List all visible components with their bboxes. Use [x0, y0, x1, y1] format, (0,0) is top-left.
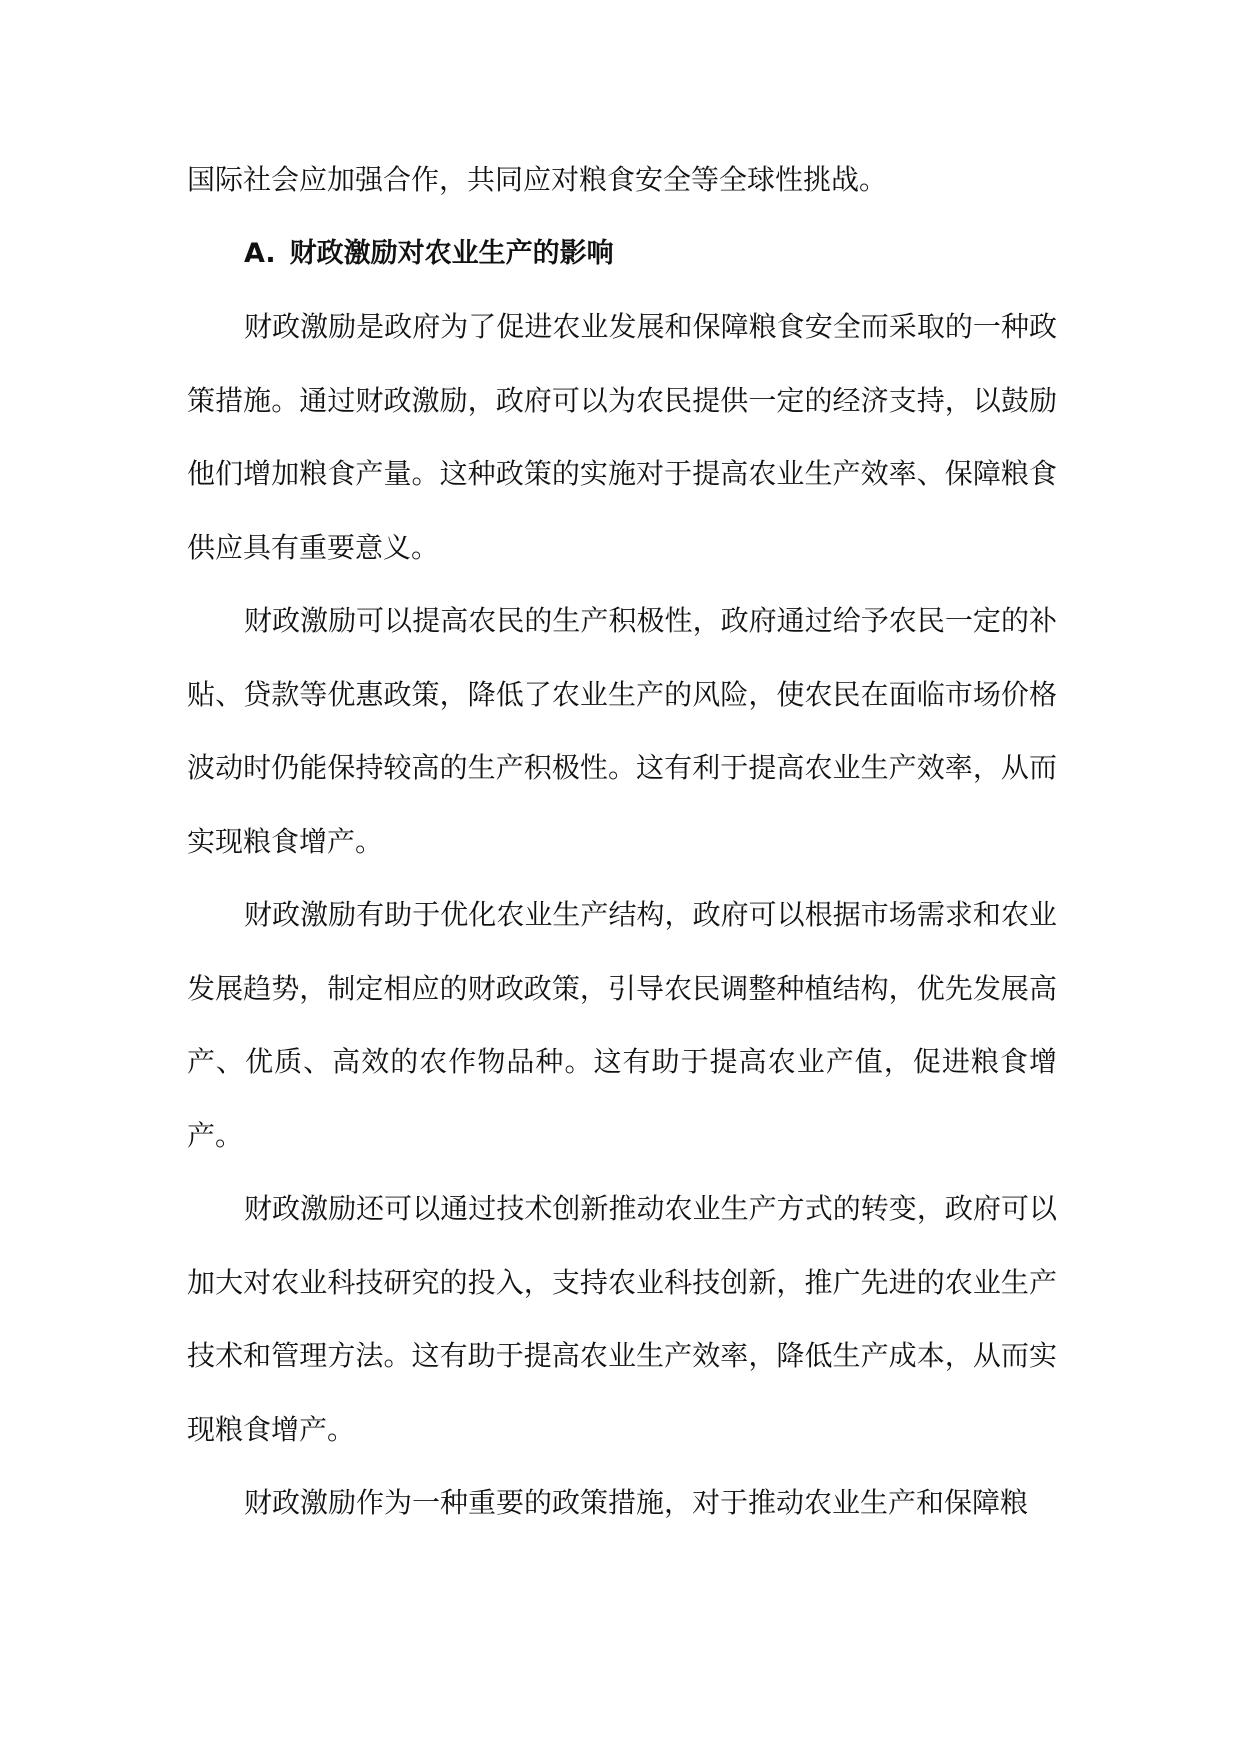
section-heading-title: 财政激励对农业生产的影响 [289, 237, 614, 269]
body-paragraph: 财政激励还可以通过技术创新推动农业生产方式的转变，政府可以加大对农业科技研究的投入，支持农业科技创新，推广先进的农业生产技术和管理方法。这有助于提高农业生产效率，降低生产成本，从而实现粮食增产。 [187, 1192, 1057, 1446]
continuation-paragraph: 国际社会应加强合作，共同应对粮食安全等全球性挑战。 [187, 163, 888, 196]
section-heading [187, 217, 1057, 291]
section-heading-number: A. [244, 237, 276, 269]
body-paragraph: 财政激励有助于优化农业生产结构，政府可以根据市场需求和农业发展趋势，制定相应的财政政策，引导农民调整种植结构，优先发展高产、优质、高效的农作物品种。这有助于提高农业产值，促进粮食增产。 [187, 898, 1057, 1152]
body-paragraph: 财政激励作为一种重要的政策措施，对于推动农业生产和保障粮 [244, 1486, 1029, 1519]
document-body [187, 143, 1057, 1540]
body-paragraph: 财政激励是政府为了促进农业发展和保障粮食安全而采取的一种政策措施。通过财政激励，政府可以为农民提供一定的经济支持，以鼓励他们增加粮食产量。这种政策的实施对于提高农业生产效率、保障粮食供应具有重要意义。 [187, 310, 1057, 564]
body-paragraph: 财政激励可以提高农民的生产积极性，政府通过给予农民一定的补贴、贷款等优惠政策，降低了农业生产的风险，使农民在面临市场价格波动时仍能保持较高的生产积极性。这有利于提高农业生产效率，从而实现粮食增产。 [187, 604, 1057, 858]
